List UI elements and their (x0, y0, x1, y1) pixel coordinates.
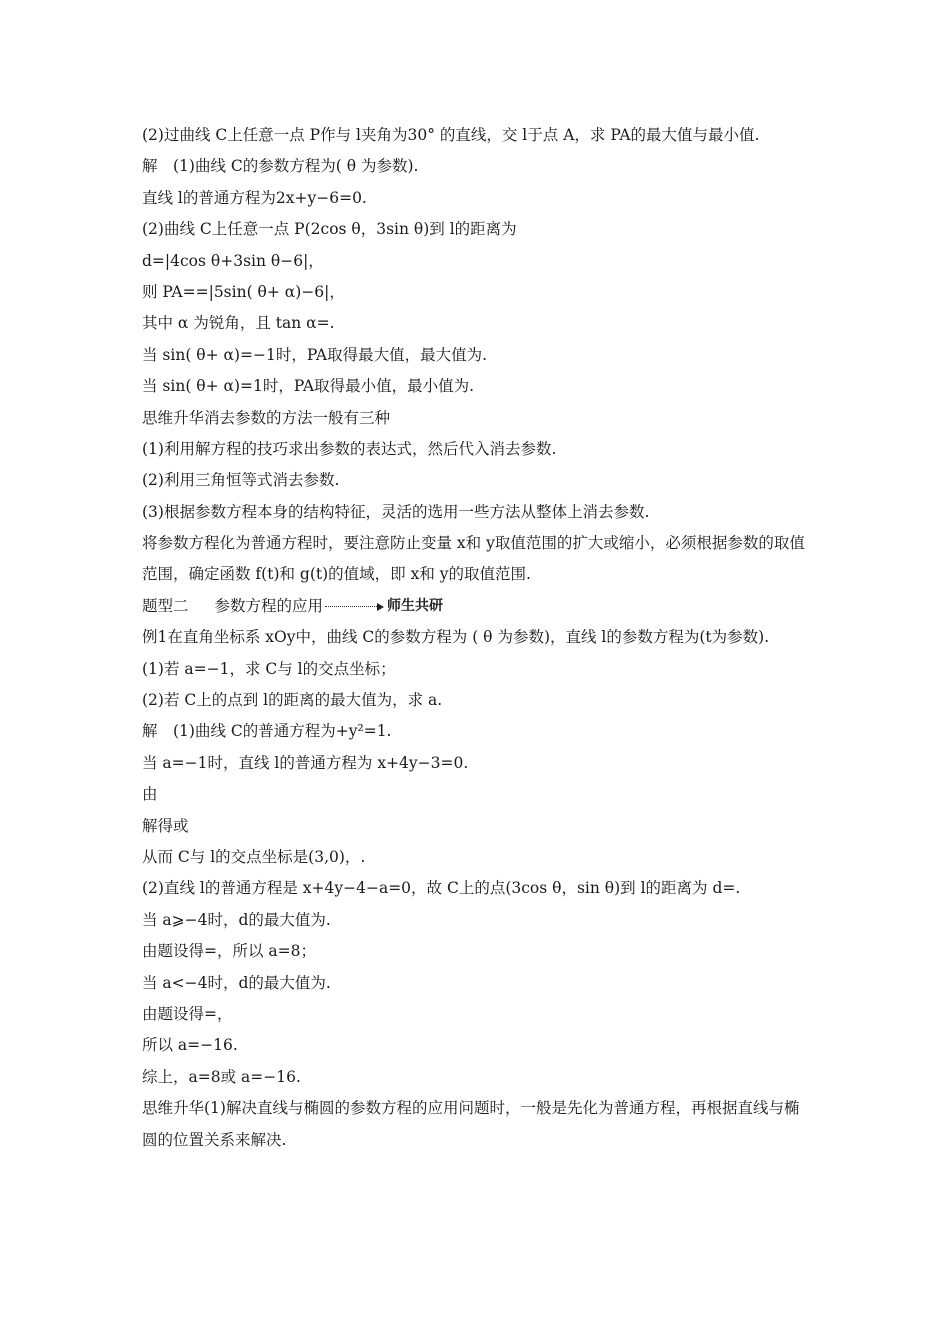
text-line: 则 PA==|5sin( θ+ α)−6|， (142, 282, 345, 301)
text-line: d=|4cos θ+3sin θ−6|， (142, 251, 324, 270)
text-line: 解 (1)曲线 C的参数方程为( θ 为参数). (142, 157, 419, 176)
text-line: 当 a<−4时，d的最大值为. (142, 973, 331, 992)
text-line: 解得或 (142, 816, 189, 835)
heading-tag: 师生共研 (387, 597, 444, 614)
text-line: 其中 α 为锐角，且 tan α=. (142, 314, 335, 333)
text-line: (2)直线 l的普通方程是 x+4y−4−a=0，故 C上的点(3cos θ，sin θ)到 l的距离为 d=. (142, 879, 741, 898)
paragraph: 思维升华(1)解决直线与椭圆的参数方程的应用问题时，一般是先化为普通方程，再根据直线与椭圆的位置关系来解决. (142, 1099, 800, 1149)
text-line: 由题设得=，所以 a=8； (142, 942, 317, 961)
text-line: (2)过曲线 C上任意一点 P作与 l夹角为30° 的直线，交 l于点 A，求 PA的最大值与最小值. (142, 126, 760, 144)
section-summary-title: 思维升华消去参数的方法一般有三种 (142, 408, 391, 427)
heading-part2: 参数方程的应用 (214, 596, 324, 615)
text-line: (1)若 a=−1，求 C与 l的交点坐标； (142, 659, 396, 678)
text-line: (2)利用三角恒等式消去参数. (142, 471, 340, 490)
heading-part1: 题型二 (142, 596, 189, 615)
text-line: (2)若 C上的点到 l的距离的最大值为，求 a. (142, 691, 443, 710)
paragraph: 将参数方程化为普通方程时，要注意防止变量 x和 y取值范围的扩大或缩小，必须根据参数的取值范围，确定函数 f(t)和 g(t)的值域，即 x和 y的取值范围. (142, 534, 805, 584)
text-line: (2)曲线 C上任意一点 P(2cos θ，3sin θ)到 l的距离为 (142, 220, 517, 239)
section-heading (142, 591, 814, 622)
paragraph: 例1在直角坐标系 xOy中，曲线 C的参数方程为 ( θ 为参数)，直线 l的参数方程为(t为参数). (142, 628, 770, 647)
text-line: 所以 a=−16. (142, 1036, 238, 1055)
text-line: 当 a=−1时，直线 l的普通方程为 x+4y−3=0. (142, 753, 469, 772)
text-line: 当 sin( θ+ α)=−1时，PA取得最大值，最大值为. (142, 345, 488, 364)
text-line: 直线 l的普通方程为2x+y−6=0. (142, 188, 367, 207)
text-line: 当 sin( θ+ α)=1时，PA取得最小值，最小值为. (142, 377, 475, 396)
text-line: 从而 C与 l的交点坐标是(3,0)，. (142, 848, 366, 867)
arrow-right-icon (325, 603, 384, 611)
text-line: 由题设得=， (142, 1004, 233, 1023)
text-line: 当 a⩾−4时，d的最大值为. (142, 910, 331, 929)
text-line: 解 (1)曲线 C的普通方程为+y²=1. (142, 722, 392, 741)
text-line: 由 (142, 785, 158, 804)
text-line: (3)根据参数方程本身的结构特征，灵活的选用一些方法从整体上消去参数. (142, 502, 650, 521)
text-line: (1)利用解方程的技巧求出参数的表达式，然后代入消去参数. (142, 439, 557, 458)
document-page (142, 120, 814, 1156)
text-line: 综上，a=8或 a=−16. (142, 1067, 301, 1086)
